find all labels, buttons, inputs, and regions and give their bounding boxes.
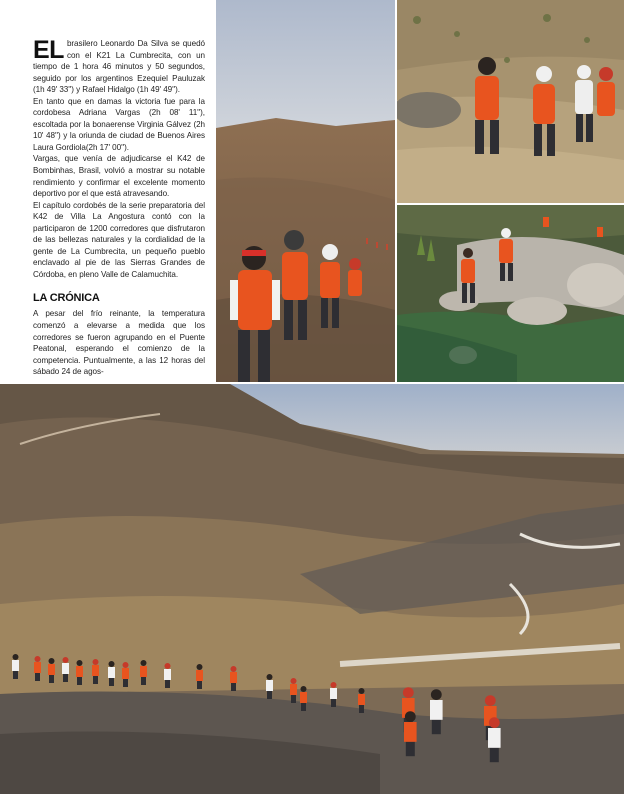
article-intro-paragraph bbox=[33, 38, 205, 96]
section-paragraph: A pesar del frío reinante, la temperatura comenzó a elevarse a medida que los corredores se fueron agrupando en el Puente Peatonal, esperando el comienzo de la competencia. Puntualmente, a las 12 horas del sábado 24 de agos- bbox=[33, 309, 205, 377]
runners-river-rocks-photo bbox=[397, 205, 624, 382]
article-paragraph-2: En tanto que en damas la victoria fue para la cordobesa Adriana Vargas (2h 08' 11''), escoltada por la bonaerense Virginia Gálvez (2h 10' 48'') y la oriunda de ciudad de Buenos Aires Laura Gordiola(2h 17' 00''). bbox=[33, 96, 205, 152]
runners-on-trail-photo bbox=[216, 0, 395, 382]
article-paragraph-1: brasilero Leonardo Da Silva se quedó con el K21 La Cumbrecita, con un tiempo de 1 hora 46 minutos y 50 segundos, seguido por los argentinos Ezequiel Pauluzak (1h 49' 33'') y Rafael Hidalgo (1h 49' 49''). bbox=[33, 39, 205, 95]
runners-grassland-photo bbox=[397, 0, 624, 203]
article-paragraph-4: El capítulo cordobés de la serie preparatoria del K42 de Villa La Angostura contó con la participaron de 1200 corredores que disfrutaron de las bellezas naturales y la cordialidad de la gente de La Cumbrecita, un pequeño pueblo enclavado al pie de las Sierras Grandes de Córdoba, en pleno Valle de Calamuchita. bbox=[33, 200, 205, 279]
mountain-race-panorama-photo bbox=[0, 384, 624, 794]
dropcap: EL bbox=[33, 36, 64, 64]
article-paragraph-3: Vargas, que venía de adjudicarse el K42 de Bombinhas, Brasil, volvió a mostrar su notable rendimiento y confirmar el excelente momento deportivo por el que está atravesando. bbox=[33, 154, 205, 199]
section-heading: LA CRÓNICA bbox=[33, 292, 100, 305]
article-text-column bbox=[33, 38, 205, 378]
